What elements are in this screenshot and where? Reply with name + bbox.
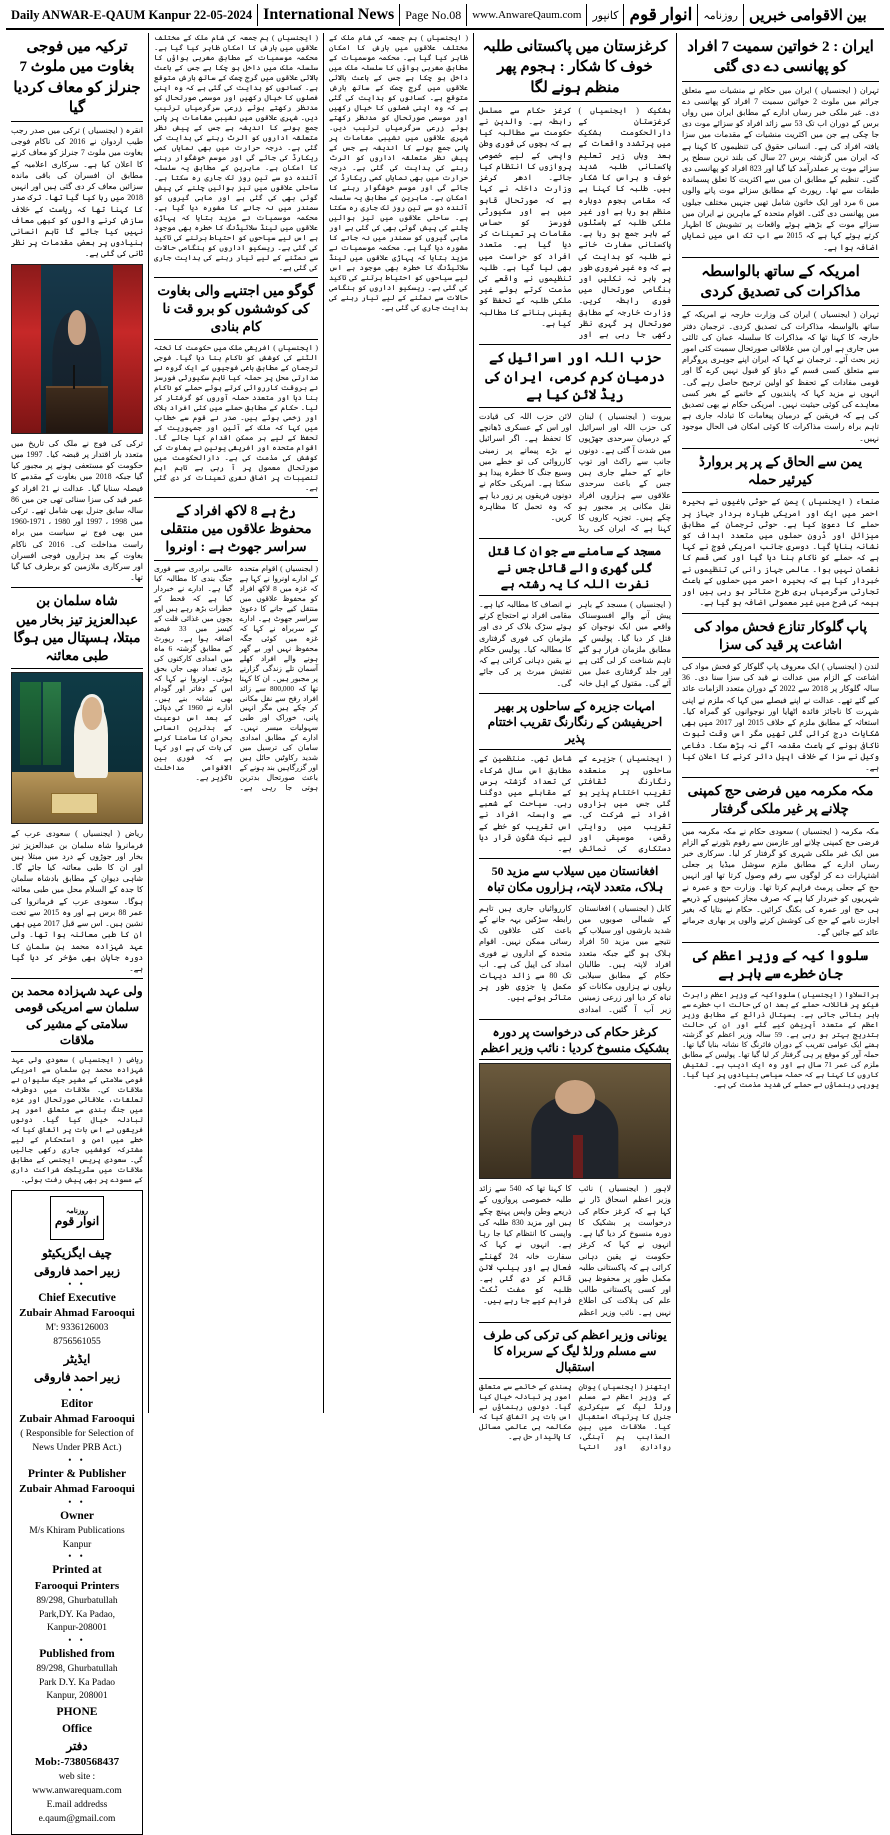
masthead [6, 4, 884, 30]
imprint-box [11, 1190, 143, 1835]
imprint-office-label: Office [61, 1722, 92, 1735]
imprint-urdu-chief-name: زبیر احمد فاروقی [33, 1263, 121, 1278]
column-4 [149, 33, 324, 1413]
logo-sub: روزنامہ [65, 1206, 89, 1215]
imprint-printed-addr3: Kanpur-208001 [47, 1623, 107, 1634]
headline-mbs-sullivan-meeting: ولی عہد شہزادہ محمد بن سلمان سے امریکی قومی سلامتی کے مشیر کی ملاقات [11, 983, 143, 1052]
column-2 [474, 33, 677, 1452]
masthead-urdu-section: بین الاقوامی خبریں [749, 7, 867, 24]
imprint-email[interactable]: e.qaum@gmail.com [38, 1813, 116, 1824]
divider-dots-3: • • [68, 1454, 86, 1465]
imprint-website-label: web site : [58, 1772, 96, 1783]
article-fake-hajj-company: مکہ مکرمہ ( ایجنسیاں ) سعودی حکام نے مکہ مکرمہ میں فرضی حج کمپنی چلانے اور عازمین سے رقوم بٹورنے کے الزام میں ایک غیر ملکی شہری کو گرفتار کر لیا۔ سرکاری خبر رساں ادارے کے مطابق ملزم سوشل میڈیا پر جعلی اشتہارات دے کر لوگوں سے رقم وصول کرتا تھا اور انہیں حج کے جعلی پرمٹ فراہم کرتا تھا۔ وزارت حج و عمرہ نے شہریوں کو خبردار کیا ہے کہ صرف مجاز کمپنیوں کے ذریعے ہی حج اور عمرہ کی بکنگ کرائیں۔ حکام نے بتایا کہ بغیر اجازت نامے کے حج کی کوشش کرنے والوں پر بھاری جرمانے عائد کیے جائیں گے۔ [682, 826, 879, 937]
headline-bishkek-visit-cancelled: کرغز حکام کی درخواست پر دورہ بشکیک منسوخ کردیا : نائب وزیر اعظم [479, 1024, 671, 1060]
article-column4-lead: ( ایجنسیاں ) ہم جمعہ کی شام ملک کے مختلف علاقوں میں بارش کا امکان ظاہر کیا گیا ہے۔ محکمہ موسمیات کے مطابق مغربی ہواؤں کا سلسلہ ملک میں داخل ہو چکا ہے جس کے باعث بالائی علاقوں میں گرج چمک کے ساتھ بارش متوقع ہے۔ کسانوں کو ہدایت کی گئی ہے کہ وہ اپنی فصلوں کا خیال رکھیں اور موسمی صورتحال کو مدنظر رکھتے ہوئے زرعی سرگرمیاں ترتیب دیں۔ شہری علاقوں میں نشیبی مقامات پر پانی جمع ہونے کا اندیشہ ہے جس کے پیش نظر متعلقہ اداروں کو الرٹ رہنے کی ہدایت کی گئی ہے۔ درجہ حرارت میں بھی نمایاں کمی ریکارڈ کی جائے گی اور موسم خوشگوار رہنے کا امکان ہے۔ ماہرین کے مطابق یہ سلسلہ آئندہ دو سے تین روز تک جاری رہ سکتا ہے۔ ساحلی علاقوں میں تیز ہوائیں چلنے کی پیش گوئی بھی کی گئی ہے اور ماہی گیروں کو سمندر میں نہ جانے کا مشورہ دیا گیا ہے۔ محکمہ موسمیات نے مزید بتایا کہ پہاڑی علاقوں میں لینڈ سلائیڈنگ کا خطرہ بھی موجود ہے اس لیے سیاحوں کو احتیاط برتنے کی تاکید کی گئی ہے۔ ریسکیو اداروں کو ہنگامی حالات سے نمٹنے کے لیے تیار رہنے کی ہدایت جاری کی گئی ہے۔ [154, 33, 318, 272]
article-iran-executions: تہران ( ایجنسیاں ) ایران میں حکام نے منشیات سے متعلق جرائم میں ملوث 2 خواتین سمیت 7 افراد کو پھانسی دے دی۔ غیر ملکی خبر رساں ادارے کے مطابق ایران میں رواں برس کے دوران اب تک 53 سے زائد افراد کو سزائے موت دی جا چکی ہے جن میں اکثریت منشیات کے مقدمات میں سزا یافتہ افراد کی ہے۔ انسانی حقوق کی تنظیموں کا کہنا ہے کہ ایران میں گزشتہ برس 27 سال کی بلند ترین سطح پر سزائے موت پر عملدرآمد کیا گیا اور 823 افراد کو پھانسی دی گئی۔ تنظیم کے مطابق ان میں سے اکثریت کا تعلق پسماندہ طبقات سے تھا۔ رپورٹ کے مطابق سزائے موت پانے والوں میں 6 مرد اور ایک خاتون شامل تھیں جنہیں مختلف جیلوں میں پھانسی دی گئی۔ اقوام متحدہ کے ماہرین نے ایران میں سزائے موت کے بڑھتے ہوئے واقعات پر تشویش کا اظہار کرتے ہوئے کہا ہے کہ 2015 سے اب تک اس میں نمایاں اضافہ ہوا ہے۔ [682, 85, 880, 252]
imprint-email-label: E.mail addredss [46, 1799, 108, 1810]
headline-yemen-carrier: یمن سے الحاق کے پر پر بروارڈ کیرئیر حملہ [682, 453, 879, 493]
headline-afghanistan-floods: افغانستان میں سیلاب سے مزید 50 ہلاک، متعدد لاپتہ، ہزاروں مکان تباہ [479, 863, 671, 899]
headline-greek-pm-mwl: یونانی وزیر اعظم کی ترکی کی طرف سے مسلم ورلڈ لیگ کے سربراہ کا استقبال [479, 1327, 671, 1380]
divider-dots-4: • • [68, 1497, 86, 1508]
imprint-editor-name: Zubair Ahmad Farooqui [19, 1413, 135, 1426]
headline-mosque-murder: مسجد کے سامنے سے جوان کا قتل گلی گھری والے قاتل جس نے نفرت اللہ کا یہ رشتہ ہے [479, 543, 671, 596]
article-mbs-sullivan-meeting: ریاض ( ایجنسیاں ) سعودی ولی عہد شہزادہ محمد بن سلمان سے امریکی قومی سلامتی کے مشیر جیک سلیوان نے ملاقات کی۔ ملاقات میں دوطرفہ تعلقات، علاقائی صورتحال اور غزہ میں جنگ بندی سے متعلق امور پر تبادلہ خیال کیا گیا۔ دونوں فریقوں نے اس بات پر اتفاق کیا کہ خطے میں امن و استحکام کے لیے مشترکہ کوششیں جاری رکھی جائیں گی۔ سعودی پریس ایجنسی کے مطابق ملاقات میں سٹریٹجک شراکت داری کے مسودے پر بھی پیش رفت ہوئی۔ [11, 1054, 143, 1184]
headline-island-festival: امہات جزیرہ کے ساحلوں پر بھیر احریفیشن کے رنگارنگ تقریب اختتام پذیر [479, 698, 671, 751]
divider-dots-2: • • [68, 1384, 86, 1395]
column-1 [677, 33, 884, 1413]
article-slovakia-pm: براتسلاوا ( ایجنسیاں ) سلوواکیہ کے وزیر اعظم رابرٹ فیکو پر قاتلانہ حملے کے بعد ان کی حالت اب خطرے سے باہر بتائی جاتی ہے۔ ہسپتال ذرائع کے مطابق وزیر اعظم کے متعدد آپریشن کیے گئے اور ان کی حالت بتدریج بہتر ہو رہی ہے۔ 59 سالہ وزیر اعظم کو گزشتہ ہفتے ایک عوامی تقریب کے دوران فائرنگ کا نشانہ بنایا گیا تھا۔ حملہ آور کو موقع پر ہی گرفتار کر لیا گیا تھا۔ پولیس کے مطابق ملزم کی عمر 71 سال ہے اور وہ ایک ادیب ہے۔ تفتیش کاروں کا کہنا ہے کہ حملہ سیاسی بنیادوں پر کیا گیا۔ یورپی رہنماؤں نے حملے کی شدید مذمت کی ہے۔ [682, 990, 879, 1090]
imprint-published-addr2: Park D.Y. Ka Padao [38, 1677, 116, 1688]
headline-pop-singer: پاپ گلوکار تنازع فحش مواد کی اشاعت پر قید کی سزا [682, 618, 879, 658]
article-afghanistan-floods: کابل ( ایجنسیاں ) افغانستان کے شمالی صوبوں میں شدید بارشوں اور سیلاب کے نتیجے میں مزید 50 افراد ہلاک ہو گئے جبکہ متعدد افراد لاپتہ ہیں۔ طالبان حکام کے مطابق سیلابی ریلوں نے ہزاروں مکانات کو تباہ کر دیا اور زرعی زمینیں زیر آب آ گئیں۔ امدادی کارروائیاں جاری ہیں تاہم رابطہ سڑکیں بہہ جانے کے باعث کئی علاقوں تک رسائی ممکن نہیں۔ اقوام متحدہ کے اداروں نے فوری امداد کی اپیل کی ہے۔ اب تک 80 سے زائد دیہات مکمل یا جزوی طور پر متاثر ہوئے ہیں۔ [479, 903, 671, 1014]
page-columns [6, 33, 884, 1824]
article-hezbollah-israel: بیروت ( ایجنسیاں ) لبنان کی حزب اللہ اور اسرائیل کے درمیان سرحدی جھڑپوں میں شدت آ گئی ہے۔ دونوں جانب سے راکٹ اور توپ خانے کے حملے جاری ہیں جس کے باعث سرحدی علاقوں سے ہزاروں افراد نقل مکانی پر مجبور ہو چکے ہیں۔ تجزیہ کاروں کا کہنا ہے کہ ایران کی ریڈ لائن حزب اللہ کی قیادت اور اس کے عسکری ڈھانچے کا تحفظ ہے۔ اگر اسرائیل نے بڑے پیمانے پر زمینی کارروائی کی تو خطے میں وسیع جنگ کا خطرہ پیدا ہو سکتا ہے۔ امریکی حکام نے دونوں فریقوں پر زور دیا ہے کہ وہ تحمل کا مظاہرہ کریں۔ [479, 412, 671, 534]
photo-erdogan [11, 264, 143, 434]
article-mosque-murder: ( ایجنسیاں ) مسجد کے باہر پیش آنے والے افسوسناک واقعے میں ایک نوجوان کو قتل کر دیا گیا۔ پولیس کے مطابق ملزمان فرار ہو گئے تاہم شناخت کر لی گئی ہے اور جلد گرفتاری عمل میں آئے گی۔ مقتول کے اہل خانہ نے انصاف کا مطالبہ کیا ہے۔ مقامی افراد نے احتجاج کرتے ہوئے سڑک بلاک کر دی اور ملزمان کی فوری گرفتاری کا مطالبہ کیا۔ پولیس حکام نے یقین دہانی کرائی ہے کہ تفتیش میرٹ پر کی جائے گی۔ [479, 599, 671, 688]
imprint-owner-name: M/s Khiram Publications [29, 1525, 125, 1536]
article-us-talks: تہران ( ایجنسیاں ) ایران کی وزارت خارجہ نے امریکہ کے ساتھ بالواسطہ مذاکرات کی تصدیق کردی۔ ترجمان دفتر خارجہ کا کہنا تھا کہ مذاکرات کا سلسلہ عمان کی ثالثی میں جاری ہے اور ان میں علاقائی صورتحال سمیت کئی امور زیر بحث آئے۔ ترجمان نے کہا کہ ایران اپنے جوہری پروگرام سے متعلق کسی قسم کے دباؤ کو قبول نہیں کرے گا اور قومی مفادات کے تحفظ کو اولین ترجیح حاصل رہے گی۔ انہوں نے مزید کہا کہ پابندیوں کے خاتمے کے بغیر کسی معاہدے کی کوئی حیثیت نہیں۔ امریکی حکام نے بھی تصدیق کی ہے کہ فریقین کے درمیان پیغامات کا تبادلہ جاری ہے تاہم براہ راست مذاکرات کا کوئی امکان فی الحال موجود نہیں۔ [682, 310, 879, 443]
divider-dots-6: • • [68, 1635, 86, 1646]
imprint-printed-at-label: Printed at [52, 1564, 102, 1577]
imprint-website[interactable]: www.anwarequam.com [32, 1786, 122, 1797]
headline-iran-executions: ایران : 2 خواتین سمیت 7 افراد کو پھانسی دے دی گئی [682, 37, 879, 82]
imprint-published-label: Published from [39, 1648, 115, 1661]
imprint-owner-city: Kanpur [62, 1539, 92, 1550]
imprint-published-addr1: 89/298, Ghurbatullah [36, 1663, 118, 1674]
masthead-website: www.AnwareQaum.com [467, 4, 587, 26]
headline-king-salman-health: شاہ سلمان بن عبدالعزیز تیز بخار میں مبتلا، ہسپتال میں ہوگا طبی معائنہ [11, 592, 143, 669]
divider-dots-5: • • [68, 1551, 86, 1562]
article-bishkek-visit-cancelled: لاہور ( ایجنسیاں ) نائب وزیر اعظم اسحاق ڈار نے کہا ہے کہ کرغز حکام کی درخواست پر بشکیک کا دورہ منسوخ کر دیا گیا ہے۔ انہوں نے کہا کہ کرغز حکومت نے یقین دہانی کرائی ہے کہ پاکستانی طلبہ مکمل طور پر محفوظ ہیں اور کسی پاکستانی طالب علم کی ہلاکت کی اطلاع نہیں ہے۔ نائب وزیر اعظم کا کہنا تھا کہ 540 سے زائد طلبہ خصوصی پروازوں کے ذریعے وطن واپس پہنچ چکے ہیں اور مزید 830 طلبہ کی واپسی کا انتظام کیا جا رہا ہے۔ انہوں نے کہا کہ سفارت خانہ 24 گھنٹے فعال ہے اور ہیلپ لائن قائم کر دی گئی ہے۔ طلبہ کو مفت ٹکٹ فراہم کیے جا رہے ہیں۔ [479, 1184, 671, 1317]
headline-fake-hajj-company: مکہ مکرمہ میں فرضی حج کمپنی چلانے پر غیر ملکی گرفتار [682, 782, 879, 822]
article-king-salman-health: ریاض ( ایجنسیاں ) سعودی عرب کے فرمانروا شاہ سلمان بن عبدالعزیز تیز بخار اور جوڑوں کے درد میں مبتلا ہیں اور ان کا طبی معائنہ کیا جائے گا۔ شاہی دیوان کے مطابق بادشاہ سلمان کا جدہ کے السلام محل میں طبی معائنہ ہوگا۔ سعودی عرب کے فرمانروا کی عمر 88 برس ہے اور وہ 2015 سے تخت نشین ہیں۔ اس سے قبل 2017 میں بھی ان کا طبی معائنہ ہوا تھا۔ ولی عہد شہزادہ محمد بن سلمان کا دورہ جاپان بھی مؤخر کر دیا گیا ہے۔ [11, 829, 144, 973]
headline-unrwa-statement: رخ ہے 8 لاکھ افراد کے محفوظ علاقوں میں منتقلی سراسر جھوٹ ہے : اونروا [154, 502, 318, 561]
imprint-editor-note: ( Responsible for Selection of News Under PRB Act.) [20, 1429, 134, 1454]
headline-slovakia-pm: سلووا کیہ کے وزیر اعظم کی جان خطرے سے باہر ہے [682, 947, 879, 987]
imprint-printed-addr1: 89/298, Ghurbatullah [36, 1595, 118, 1606]
article-yemen-carrier: صنعاء ( ایجنسیاں ) یمن کے حوثی باغیوں نے بحیرہ احمر میں ایک اور امریکی طیارہ بردار جہاز پر حملے کا دعویٰ کیا ہے۔ حوثی ترجمان کے مطابق میزائل اور ڈرون حملوں میں متعدد اہداف کو نشانہ بنایا گیا۔ دوسری جانب امریکی فوج نے کہا ہے کہ حملے کو ناکام بنا دیا گیا اور کسی قسم کا نقصان نہیں ہوا۔ عالمی جہاز رانی کی تنظیموں نے خبردار کیا ہے کہ بحیرہ احمر میں حملوں کے باعث تجارتی سرگرمیاں بری طرح متاثر ہو رہی ہیں اور بیمہ کی شرح میں غیر معمولی اضافہ ہو گیا ہے۔ [682, 497, 879, 608]
imprint-owner-role: Owner [60, 1510, 94, 1523]
headline-hezbollah-israel: حزب اللہ اور اسرائیل کے درمیان کرم کرمی، ایران کی ریڈ لائن کیا ہے [479, 349, 671, 408]
masthead-daily-title: Daily ANWAR-E-QAUM Kanpur 22-05-2024 [6, 4, 258, 26]
headline-turkey-generals: ترکیہ میں فوجی بغاوت میں ملوث 7 جنرلز کو معاف کردیا گیا [11, 37, 143, 122]
photo-king-salman [11, 672, 143, 824]
article-unrwa-statement: ( ایجنسیاں ) اقوام متحدہ کے ادارے اونروا نے کہا ہے کہ غزہ میں 8 لاکھ افراد کو محفوظ علاقوں میں منتقل کیے جانے کا دعویٰ سراسر جھوٹ ہے۔ ادارے کے سربراہ نے کہا کہ غزہ میں کوئی جگہ محفوظ نہیں اور بے گھر ہونے والے افراد کھلے آسمان تلے زندگی گزارنے پر مجبور ہیں۔ ان کا کہنا تھا کہ 800,000 سے زائد افراد رفح سے نقل مکانی کر چکے ہیں مگر انہیں پانی، خوراک اور طبی سہولیات میسر نہیں۔ ادارے کے مطابق امدادی سامان کی ترسیل میں شدید رکاوٹیں حائل ہیں اور گزرگاہیں بند ہونے کے باعث صورتحال بدترین ہوتی جا رہی ہے۔ عالمی برادری سے فوری جنگ بندی کا مطالبہ کیا گیا ہے۔ ادارے نے خبردار کیا ہے کہ قحط کے خطرات بڑھ رہے ہیں اور بچوں میں غذائی قلت کے کیسز میں 33 فیصد اضافہ ہوا ہے۔ رپورٹ کے مطابق گزشتہ 6 ماہ میں امدادی کارکنوں کی بڑی تعداد بھی جاں بحق ہوئی۔ اونروا نے کہا کہ اس کے دفاتر اور گودام بھی نشانہ بنے ہیں۔ ادارے نے 1960 کی دہائی کے بعد اس نوعیت کے بدترین انسانی بحران کا سامنا کرنے کی بات کی ہے اور کہا ہے کہ فوری بین الاقوامی مداخلت ناگزیر ہے۔ [154, 563, 319, 793]
logo-text: انوار قوم [54, 1214, 100, 1229]
photo-ishaq-dar [479, 1063, 671, 1179]
imprint-printer-role: Printer & Publisher [27, 1467, 127, 1480]
article-weather-filler: ( ایجنسیاں ) ہم جمعہ کی شام ملک کے مختلف علاقوں میں بارش کا امکان ظاہر کیا گیا ہے۔ محکمہ موسمیات کے مطابق مغربی ہواؤں کا سلسلہ ملک میں داخل ہو چکا ہے جس کے باعث بالائی علاقوں میں گرج چمک کے ساتھ بارش متوقع ہے۔ کسانوں کو ہدایت کی گئی ہے کہ وہ اپنی فصلوں کا خیال رکھیں اور موسمی صورتحال کو مدنظر رکھتے ہوئے زرعی سرگرمیاں ترتیب دیں۔ شہری علاقوں میں نشیبی مقامات پر پانی جمع ہونے کا اندیشہ ہے جس کے پیش نظر متعلقہ اداروں کو الرٹ رہنے کی ہدایت کی گئی ہے۔ درجہ حرارت میں بھی نمایاں کمی ریکارڈ کی جائے گی اور موسم خوشگوار رہنے کا امکان ہے۔ ماہرین کے مطابق یہ سلسلہ آئندہ دو سے تین روز تک جاری رہ سکتا ہے۔ ساحلی علاقوں میں تیز ہوائیں چلنے کی پیش گوئی بھی کی گئی ہے اور ماہی گیروں کو سمندر میں نہ جانے کا مشورہ دیا گیا ہے۔ محکمہ موسمیات نے مزید بتایا کہ پہاڑی علاقوں میں لینڈ سلائیڈنگ کا خطرہ بھی موجود ہے اس لیے سیاحوں کو احتیاط برتنے کی تاکید کی گئی ہے۔ ریسکیو اداروں کو ہنگامی حالات سے نمٹنے کے لیے تیار رہنے کی ہدایت جاری کی گئی ہے۔ [329, 33, 468, 312]
headline-coup-foiled: گوگو میں اجتنہے والی بغاوت کی کوششوں کو برو قت نا کام بنادی [154, 282, 318, 341]
imprint-urdu-editor-label: ایڈیٹر [63, 1351, 91, 1366]
imprint-printed-at: Farooqui Printers [34, 1579, 120, 1592]
article-pop-singer: لندن ( ایجنسیاں ) ایک معروف پاپ گلوکار کو فحش مواد کی اشاعت کے الزام میں عدالت نے قید کی سزا سنا دی۔ 36 سالہ گلوکار پر 2018 سے 2022 کے دوران متعدد الزامات عائد کیے گئے تھے۔ عدالت نے اپنے فیصلے میں کہا کہ ملزم نے اپنی شہرت کا ناجائز فائدہ اٹھایا اور نوجوانوں کو گمراہ کیا۔ استغاثہ کے مطابق ملزم کے خلاف 2015 اور 2017 میں بھی شکایات درج کرائی گئی تھیں مگر اس وقت ثبوت ناکافی ہونے کے باعث مقدمہ آگے نہ بڑھ سکا۔ دفاعی وکیل نے سزا کے خلاف اپیل دائر کرنے کا اعلان کیا ہے۔ [682, 661, 879, 772]
masthead-urdu-title: انوار قوم [624, 4, 698, 26]
masthead-section: International News [258, 4, 400, 26]
imprint-chief-name: Zubair Ahmad Farooqui [19, 1307, 135, 1320]
imprint-mobile-1: M': 9336126003 [45, 1323, 109, 1334]
column-5 [6, 33, 149, 1824]
imprint-phone-label: PHONE [56, 1706, 98, 1719]
article-turkey-generals-body: ترکی کی فوج نے ملک کی تاریخ میں متعدد بار اقتدار پر قبضہ کیا۔ 1997 میں حکومت کو مستعفی ہونے پر مجبور کیا گیا جبکہ 2018 میں بغاوت کے مقدمے کا فیصلہ سنایا گیا۔ عدالت نے 21 افراد کو عمر قید کی سزا سنائی تھی جن میں 86 سالہ سابق جنرل بھی شامل تھے۔ ترکی میں 1998 ، 1997 اور 1980 ، 1971-1960 میں بھی فوج نے سیاست میں براہ راست مداخلت کی۔ 2016 کی ناکام بغاوت کے بعد ہزاروں فوجی افسران اور سرکاری ملازمین کو برطرف کیا گیا تھا۔ [11, 438, 144, 583]
article-island-festival: ( ایجنسیاں ) جزیرے کے ساحلوں پر منعقدہ رنگارنگ ثقافتی تقریب اختتام پذیر ہو گئی جس میں ہزاروں افراد نے شرکت کی۔ تقریب میں روایتی رقص، موسیقی اور دستکاری کی نمائش شامل تھی۔ منتظمین کے مطابق اس سال شرکاء کی تعداد گزشتہ برس کے مقابلے میں دوگنا رہی۔ سیاحت کے شعبے سے وابستہ افراد نے اس تقریب کو خطے کے لیے نیک شگون قرار دیا ہے۔ [479, 754, 671, 854]
imprint-printed-addr2: Park,DY. Ka Padao, [38, 1609, 116, 1620]
imprint-urdu-editor-name: زبیر احمد فاروقی [33, 1369, 121, 1384]
imprint-editor-role: Editor [61, 1397, 93, 1410]
imprint-mobile-2: 8756561055 [53, 1337, 101, 1347]
masthead-page-number: Page No.08 [400, 4, 467, 26]
divider-dots: • • [68, 1278, 86, 1289]
imprint-mobile: Mob:-7380568437 [34, 1756, 120, 1769]
headline-us-talks: امریکہ کے ساتھ بالواسطہ مذاکرات کی تصدیق کردی [682, 262, 879, 307]
masthead-urdu-roznama: روزنامہ [698, 4, 744, 26]
newspaper-logo-icon [50, 1196, 104, 1240]
article-kyrgyzstan-students: بشکیک ( ایجنسیاں ) کرغزستان کے دارالحکومت بشکیک میں پرتشدد واقعات کے بعد وہاں زیر تعلیم پاکستانی طلبہ شدید خوف و ہراس کا شکار ہیں۔ طلبہ کا کہنا ہے کہ مقامی ہجوم دوبارہ منظم ہو رہا ہے اور غیر ملکی طلبہ کے ہاسٹلوں کے باہر جمع ہو رہا ہے۔ پاکستانی سفارت خانے نے طلبہ کو ہدایت کی ہے کہ وہ غیر ضروری طور پر باہر نہ نکلیں اور ہنگامی صورتحال میں فوری رابطہ کریں۔ وزارت خارجہ کے مطابق صورتحال پر گہری نظر رکھی جا رہی ہے اور کرغز حکام سے مسلسل رابطہ ہے۔ والدین نے حکومت سے مطالبہ کیا ہے کہ بچوں کی فوری وطن واپسی کے لیے خصوصی پروازوں کا انتظام کیا جائے۔ ادھر کرغز وزارت داخلہ نے کہا ہے کہ صورتحال قابو میں ہے اور سکیورٹی فورسز کو حساس مقامات پر تعینات کر دیا گیا ہے۔ متعدد افراد کو حراست میں بھی لیا گیا ہے۔ طلبہ تنظیموں نے واقعے کی مذمت کرتے ہوئے غیر ملکی طلبہ کے تحفظ کو یقینی بنانے کا مطالبہ کیا ہے۔ [479, 105, 671, 340]
headline-kyrgyzstan-students: کرغزستان میں پاکستانی طلبہ خوف کا شکار : ہجوم پھر منظم ہونے لگا [479, 37, 671, 102]
imprint-chief-role: Chief Executive [38, 1291, 116, 1304]
imprint-published-addr3: Kanpur, 208001 [46, 1691, 108, 1702]
article-turkey-generals-intro: انقرہ ( ایجنسیاں ) ترکی میں صدر رجب طیب اردوان نے 2016 کی ناکام فوجی بغاوت میں ملوث 7 جنرلز کو معاف کرنے کا اعلان کیا ہے۔ سرکاری اعلامیہ کے مطابق ان افسران کی باقی ماندہ سزائیں معاف کر دی گئی ہیں اور انہیں 2018 میں رہا کیا گیا تھا۔ ترک صدر کا کہنا تھا کہ ریاست کے خلاف سازش کرنے والوں کو کبھی معاف نہیں کیا جائے گا تاہم انسانی بنیادوں پر بعض مقدمات پر نظر ثانی کی گئی ہے۔ [11, 126, 143, 259]
imprint-urdu-chief-label: چیف ایگزیکیٹو [42, 1245, 112, 1260]
article-coup-foiled: ( ایجنسیاں ) افریقی ملک میں حکومت کا تختہ الٹنے کی کوشش کو ناکام بنا دیا گیا۔ فوجی ترجمان کے مطابق باغی فوجیوں کے ایک گروہ نے صدارتی محل پر حملہ کیا تاہم سکیورٹی فورسز نے بروقت کارروائی کرتے ہوئے حملے کو ناکام بنا دیا اور متعدد حملہ آوروں کو گرفتار کر لیا۔ حکام کے مطابق حملے میں کئی افراد ہلاک اور زخمی ہوئے ہیں۔ صدر نے قوم سے خطاب میں کہا کہ ملک کے آئین اور جمہوریت کے تحفظ کے لیے ہر ممکن اقدام کیا جائے گا۔ اقوام متحدہ اور افریقی یونین نے بغاوت کی کوشش کی مذمت کی ہے۔ دارالحکومت میں صورتحال معمول پر آ رہی ہے تاہم اہم تنصیبات پر اضافی نفری تعینات کر دی گئی ہے۔ [154, 343, 318, 493]
masthead-urdu-kanpur: کانپور [587, 4, 624, 26]
imprint-printer-name: Zubair Ahmad Farooqui [19, 1483, 135, 1496]
article-greek-pm-mwl: ایتھنز ( ایجنسیاں ) یونان کے وزیر اعظم نے مسلم ورلڈ لیگ کے سیکرٹری جنرل کا پرتپاک استقبال کیا۔ ملاقات میں بین المذاہب ہم آہنگی، رواداری اور انتہا پسندی کے خاتمے سے متعلق امور پر تبادلہ خیال کیا گیا۔ دونوں رہنماؤں نے اس بات پر اتفاق کیا کہ مکالمہ ہی عالمی مسائل کا پائیدار حل ہے۔ [479, 1382, 671, 1452]
column-3 [324, 33, 474, 1413]
imprint-urdu-office: دفتر [66, 1739, 88, 1754]
